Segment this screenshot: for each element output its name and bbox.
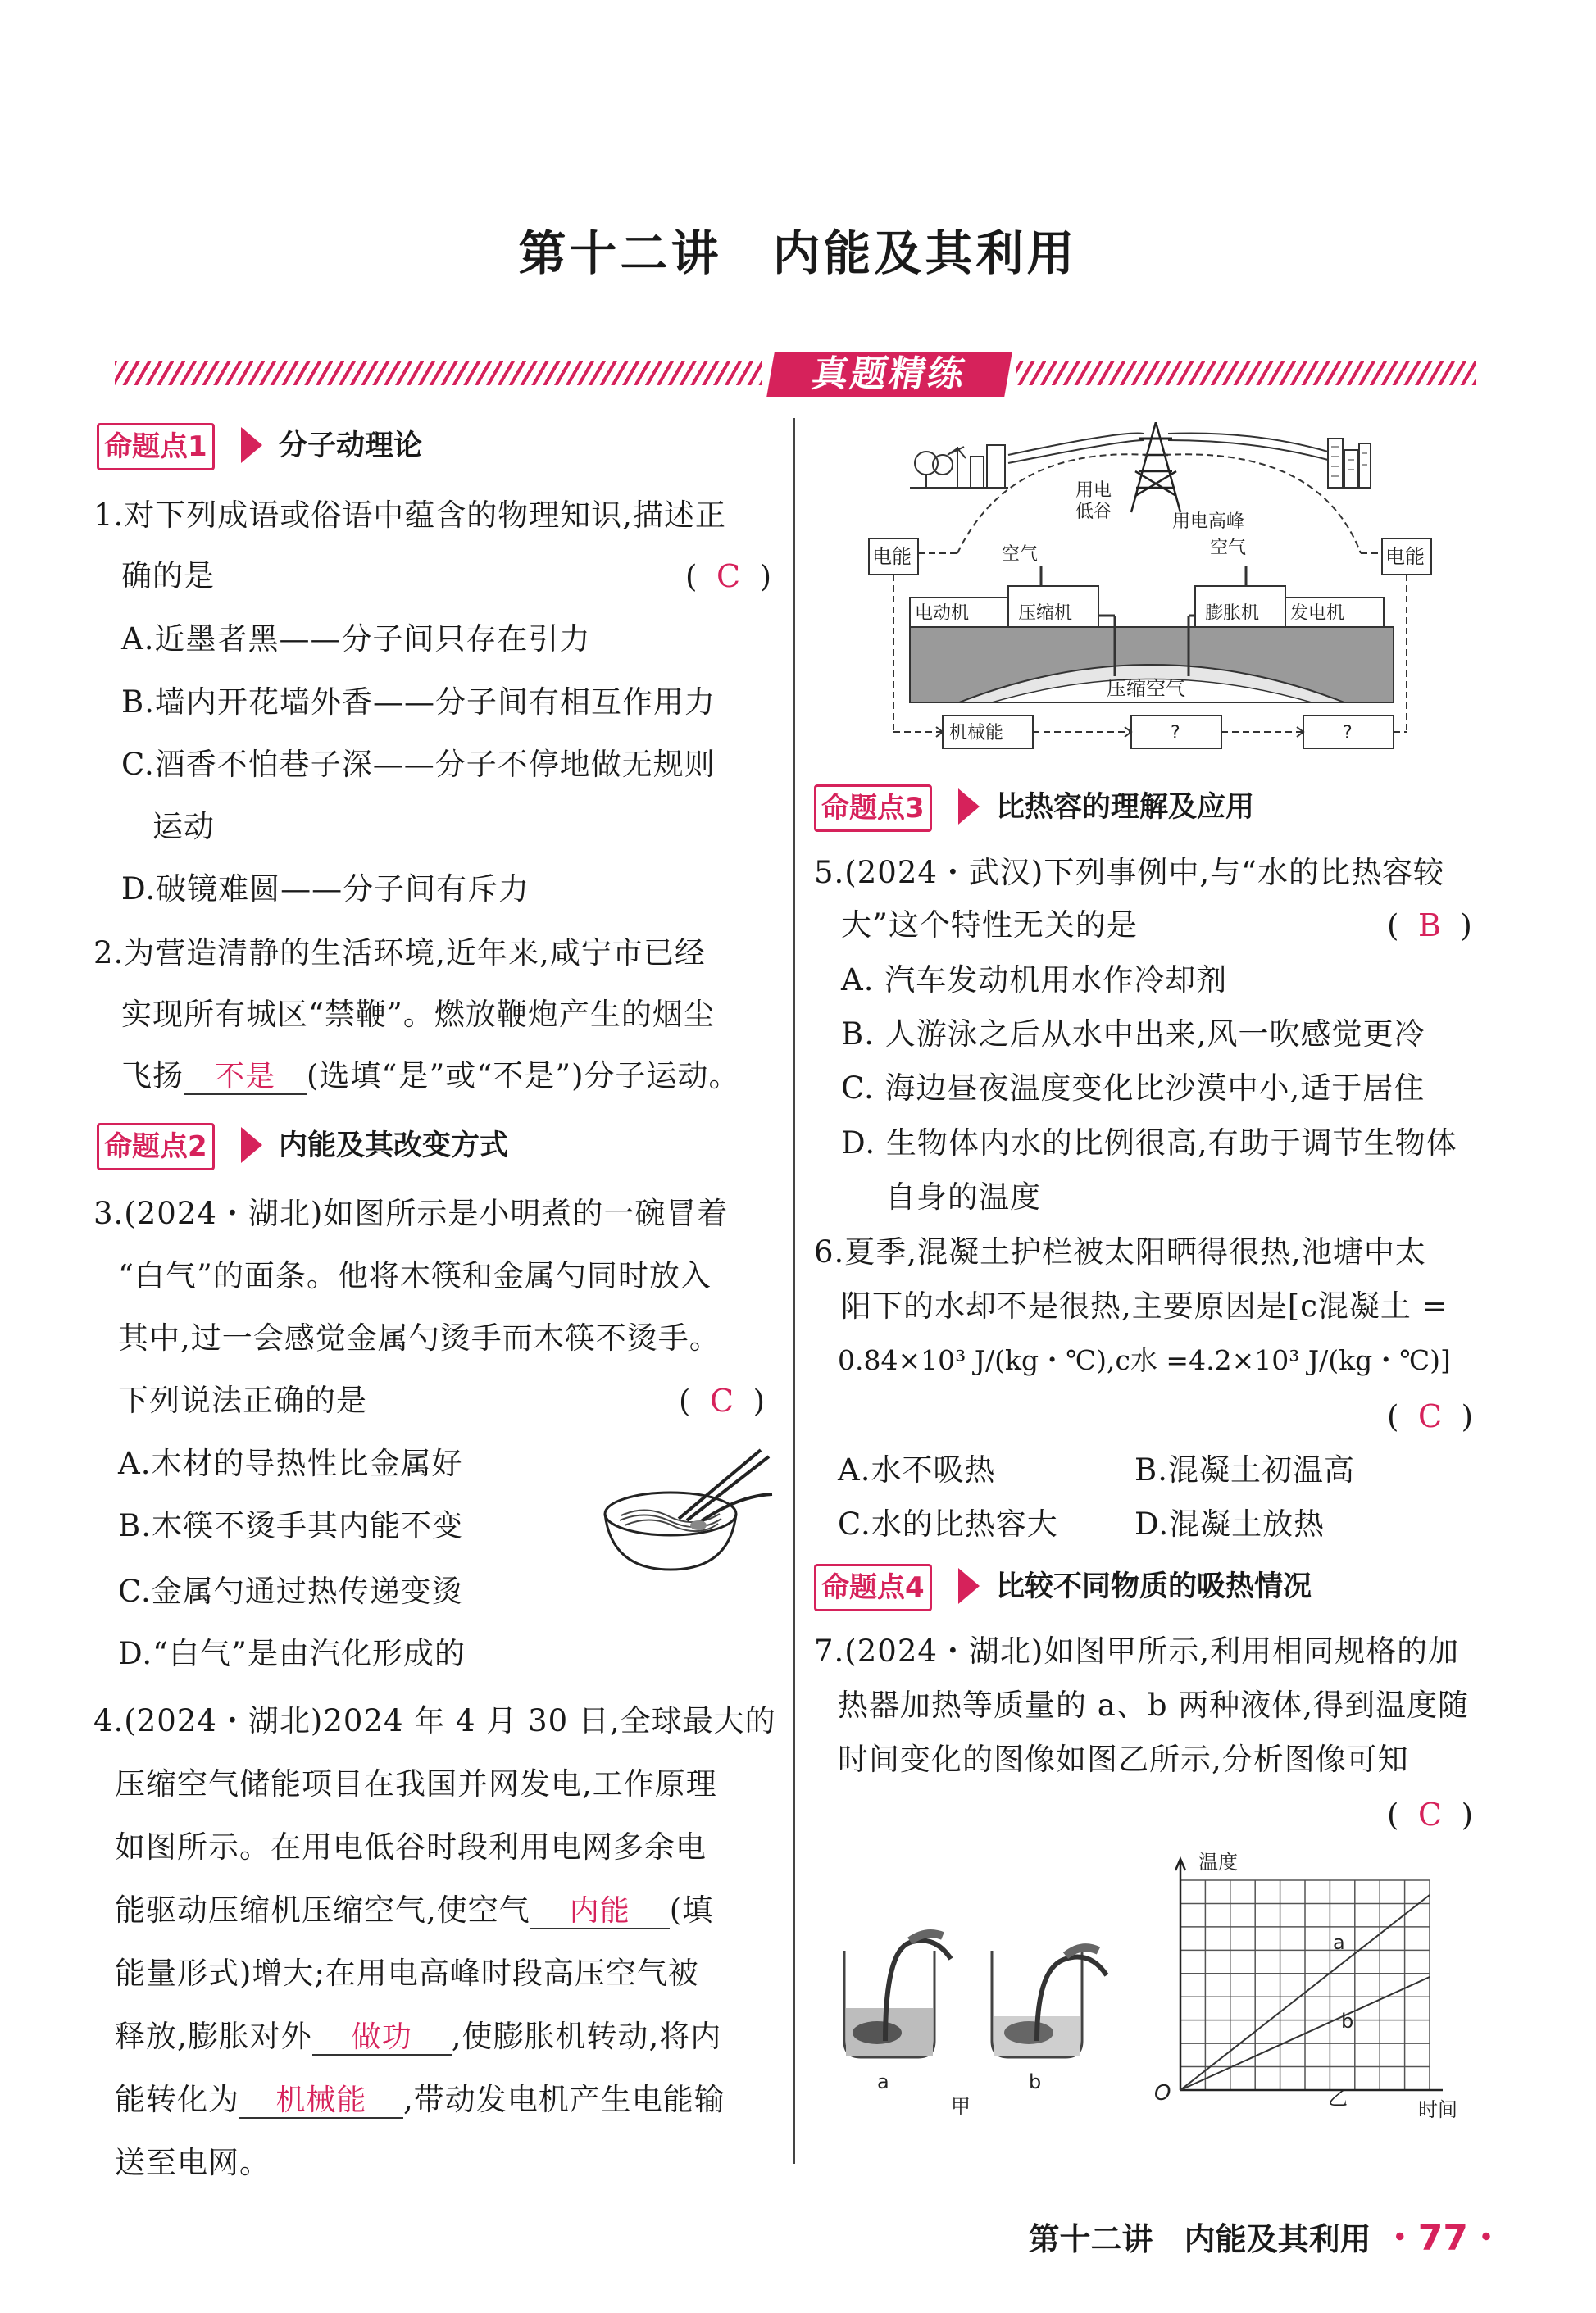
q5-option-b: B. 人游泳之后从水中出来,风一吹感觉更冷 — [841, 1016, 1425, 1052]
q3-answer: C — [709, 1383, 734, 1419]
q5-option-d-cont: 自身的温度 — [885, 1179, 1041, 1215]
arrow-icon — [241, 427, 262, 463]
banner-hatch-right — [1016, 361, 1476, 385]
banner-label: 真题精练 — [766, 352, 1012, 397]
topic-4 — [814, 1564, 1437, 1610]
q2-line3: 飞扬 不是 (选填“是”或“不是”)分子运动。 — [121, 1058, 740, 1093]
arrow-icon — [241, 1127, 262, 1163]
q6-option-a: A.水不吸热 — [838, 1452, 996, 1488]
beaker-b-icon — [992, 1947, 1107, 2057]
q5-answer: B — [1417, 907, 1441, 943]
expander-label: 膨胀机 — [1205, 603, 1260, 624]
q4-line7: 能转化为 机械能 ,带动发电机产生电能输 — [115, 2082, 725, 2117]
q4-blank-3: 机械能 — [239, 2084, 403, 2119]
q6-line3: 0.84×10³ J/(kg・℃),c水 =4.2×10³ J/(kg・℃)] — [838, 1344, 1451, 1376]
q3-line3: 其中,过一会感觉金属勺烫手而木筷不烫手。 — [118, 1320, 721, 1356]
q4-line6: 释放,膨胀对外 做功 ,使膨胀机转动,将内 — [115, 2019, 722, 2054]
q6-line1: 6.夏季,混凝土护栏被太阳晒得很热,池塘中太 — [814, 1234, 1426, 1270]
power-right-label: 电能 — [1385, 545, 1425, 568]
unknown-label-1: ? — [1171, 723, 1180, 743]
q4-line5: 能量形式)增大;在用电高峰时段高压空气被 — [115, 1956, 699, 1991]
q1-option-c: C.酒香不怕巷子深——分子不停地做无规则 — [121, 747, 716, 782]
column-divider — [793, 418, 795, 2164]
q6-option-b: B.混凝土初温高 — [1134, 1452, 1355, 1488]
q4-line8: 送至电网。 — [115, 2145, 271, 2180]
topic-text: 比热容的理解及应用 — [996, 791, 1255, 824]
low-valley-label-1: 用电 — [1075, 480, 1112, 501]
q5-answer-box: ( B ) — [1387, 907, 1472, 943]
arrow-icon — [958, 788, 980, 825]
line-a-label: a — [1333, 1931, 1345, 1954]
page-title: 第十二讲 内能及其利用 — [518, 225, 1078, 281]
q3-line1: 3.(2024・湖北)如图所示是小明煮的一碗冒着 — [93, 1196, 729, 1231]
topic-text: 比较不同物质的吸热情况 — [996, 1570, 1312, 1603]
beakers-figure — [828, 1918, 1156, 2115]
q2-blank: 不是 — [184, 1061, 307, 1095]
city-right-icon — [1328, 439, 1371, 488]
banner-hatch-left — [115, 361, 762, 385]
q7-line3: 时间变化的图像如图乙所示,分析图像可知 — [838, 1742, 1409, 1777]
energy-storage-diagram — [861, 422, 1467, 766]
q2-line2: 实现所有城区“禁鞭”。燃放鞭炮产生的烟尘 — [121, 997, 715, 1032]
q1-option-c-cont: 运动 — [152, 809, 215, 844]
q3-answer-box: ( C ) — [679, 1383, 766, 1419]
q1-stem: 1.对下列成语或俗语中蕴含的物理知识,描述正 — [93, 498, 727, 533]
q1-option-b: B.墙内开花墙外香——分子间有相互作用力 — [121, 684, 716, 720]
beaker-b-label: b — [1029, 2070, 1042, 2093]
compressor-label: 压缩机 — [1018, 603, 1073, 624]
low-valley-label-2: 低谷 — [1075, 502, 1112, 522]
section-banner — [115, 352, 1476, 397]
topic-label: 命题点1 — [97, 423, 215, 470]
topic-label: 命题点3 — [814, 784, 932, 832]
mech-energy-label: 机械能 — [949, 723, 1004, 743]
q4-blank-1: 内能 — [530, 1895, 670, 1929]
generator-label: 发电机 — [1290, 603, 1345, 624]
topic-text: 分子动理论 — [279, 429, 423, 462]
page-footer — [1029, 2208, 1504, 2261]
q7-answer-box: ( C ) — [1387, 1797, 1474, 1833]
q1-option-a: A.近墨者黑——分子间只存在引力 — [121, 621, 591, 657]
beaker-a-icon — [844, 1934, 951, 2057]
q5-option-d: D. 生物体内水的比例很高,有助于调节生物体 — [841, 1125, 1457, 1161]
q4-line1: 4.(2024・湖北)2024 年 4 月 30 日,全球最大的 — [93, 1703, 776, 1738]
q6-answer-box: ( C ) — [1387, 1398, 1474, 1434]
compressed-air-label: 压缩空气 — [1107, 677, 1185, 700]
q4-line3: 如图所示。在用电低谷时段利用电网多余电 — [115, 1829, 707, 1865]
topic-text: 内能及其改变方式 — [279, 1129, 509, 1162]
q7-answer: C — [1417, 1797, 1443, 1833]
q1-stem-cont: 确的是 — [121, 558, 215, 593]
graph-grid — [1180, 1880, 1430, 2090]
q5-option-a: A. 汽车发动机用水作冷却剂 — [841, 962, 1228, 997]
graph-origin: O — [1154, 2081, 1171, 2106]
graph-xlabel: 时间 — [1418, 2098, 1457, 2121]
graph-ylabel: 温度 — [1198, 1852, 1238, 1874]
q4-line4: 能驱动压缩机压缩空气,使空气 内能 (填 — [115, 1893, 714, 1928]
transmission-tower-icon — [1131, 422, 1180, 512]
beaker-a-label: a — [877, 2070, 889, 2093]
q5-line2: 大”这个特性无关的是 — [841, 907, 1138, 943]
q7-line2: 热器加热等质量的 a、b 两种液体,得到温度随 — [838, 1688, 1470, 1723]
q3-option-a: A.木材的导热性比金属好 — [118, 1446, 463, 1481]
peak-label: 用电高峰 — [1172, 511, 1245, 532]
topic-3 — [814, 784, 1347, 830]
q6-answer: C — [1417, 1398, 1443, 1434]
air-out-label: 空气 — [1210, 538, 1247, 558]
fig-jia-label: 甲 — [951, 2095, 971, 2115]
q4-blank-2: 做功 — [312, 2021, 452, 2056]
q3-option-d: D.“白气”是由汽化形成的 — [118, 1636, 466, 1671]
q1-answer: C — [716, 558, 741, 594]
line-b-label: b — [1341, 2010, 1354, 2033]
q5-line1: 5.(2024・武汉)下列事例中,与“水的比热容较 — [814, 855, 1445, 890]
q1-option-d: D.破镜难圆——分子间有斥力 — [121, 871, 530, 907]
town-left-icon — [910, 445, 1008, 488]
q6-option-d: D.混凝土放热 — [1134, 1506, 1325, 1542]
q6-option-c: C.水的比热容大 — [838, 1506, 1058, 1542]
temperature-time-graph — [1139, 1852, 1492, 2147]
q7-line1: 7.(2024・湖北)如图甲所示,利用相同规格的加 — [814, 1634, 1460, 1669]
motor-label: 电动机 — [915, 603, 970, 624]
unknown-label-2: ? — [1343, 723, 1353, 743]
air-in-label: 空气 — [1002, 544, 1039, 565]
topic-label: 命题点2 — [97, 1123, 215, 1170]
q3-line2: “白气”的面条。他将木筷和金属勺同时放入 — [118, 1258, 712, 1293]
q1-answer-box: ( C ) — [685, 558, 772, 594]
q3-line4: 下列说法正确的是 — [118, 1383, 367, 1418]
topic-1 — [97, 423, 507, 469]
power-left-label: 电能 — [872, 545, 912, 568]
q4-line2: 压缩空气储能项目在我国并网发电,工作原理 — [115, 1766, 717, 1802]
footer-chapter: 第十二讲 内能及其利用 — [1028, 2221, 1371, 2257]
fig-yi-label: 乙 — [1328, 2087, 1348, 2110]
q5-option-c: C. 海边昼夜温度变化比沙漠中小,适于居住 — [841, 1070, 1425, 1106]
q3-option-b: B.木筷不烫手其内能不变 — [118, 1508, 463, 1543]
noodle-bowl-illustration — [597, 1447, 777, 1578]
topic-label: 命题点4 — [814, 1564, 932, 1611]
topic-2 — [97, 1123, 589, 1169]
q2-line1: 2.为营造清静的生活环境,近年来,咸宁市已经 — [93, 935, 706, 970]
q6-line2: 阳下的水却不是很热,主要原因是[c混凝土 = — [841, 1288, 1448, 1324]
q3-option-c: C.金属勺通过热传递变烫 — [118, 1574, 463, 1609]
page-number: ・77・ — [1381, 2217, 1504, 2259]
arrow-icon — [958, 1568, 980, 1604]
